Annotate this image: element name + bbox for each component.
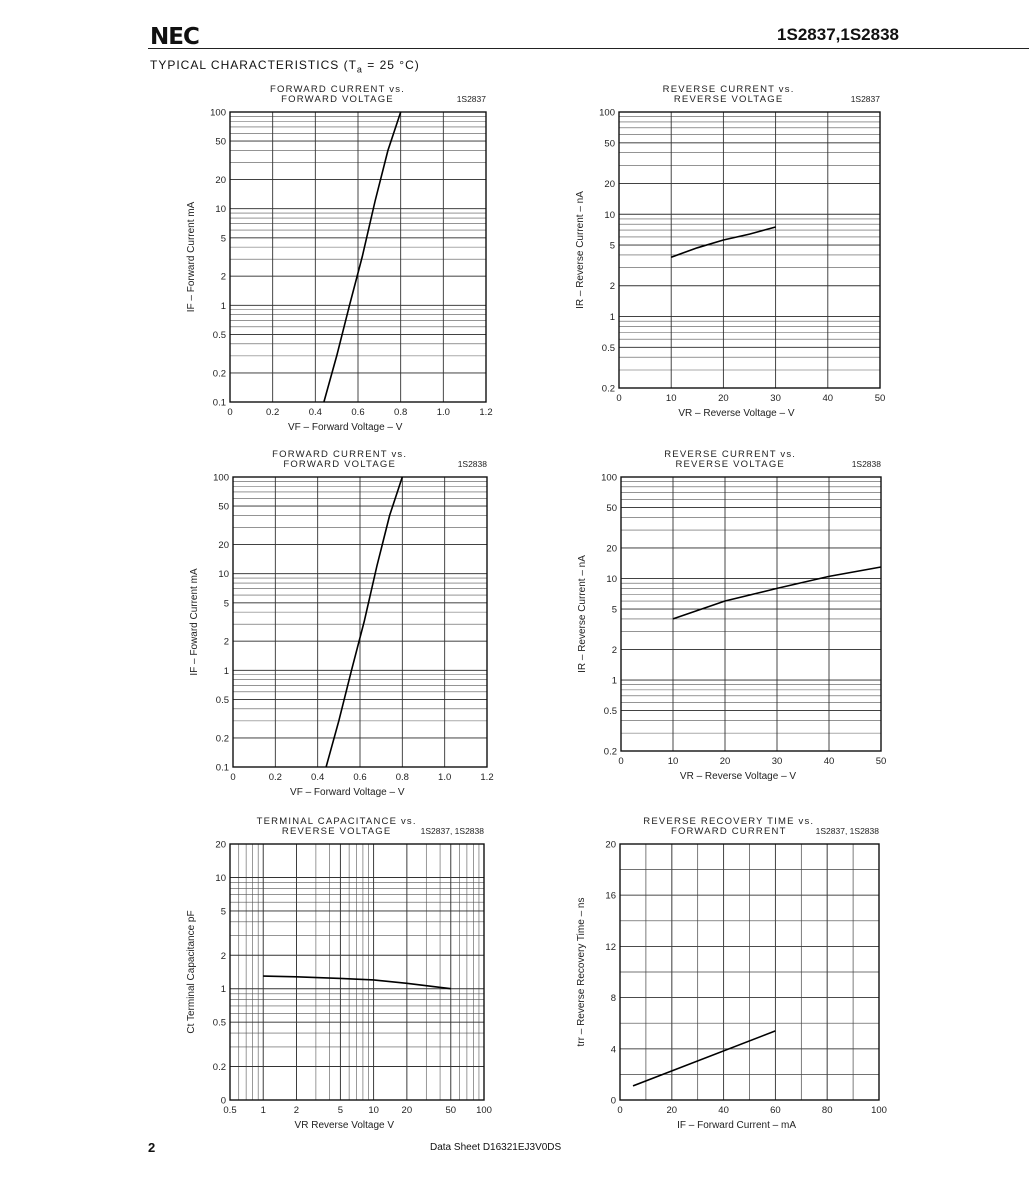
x-tick-label: 0.2	[268, 772, 282, 783]
chart-title: REVERSE VOLTAGE	[675, 459, 785, 470]
x-tick-label: 0.8	[394, 407, 408, 418]
y-tick-label: 10	[215, 872, 226, 884]
chart-title: REVERSE CURRENT vs.	[662, 84, 795, 95]
y-tick-label: 50	[215, 136, 226, 148]
y-tick-label: 1	[609, 312, 615, 324]
x-tick-label: 30	[771, 756, 783, 767]
chart-title: FORWARD CURRENT	[670, 826, 787, 837]
chart-title: FORWARD CURRENT vs.	[269, 84, 406, 95]
y-tick-label: 20	[604, 178, 615, 190]
y-axis-label: IR – Reverse Current – nA	[575, 191, 586, 309]
x-tick-label: 40	[718, 1105, 729, 1116]
y-tick-label: 2	[611, 644, 617, 656]
x-tick-label: 0.6	[351, 407, 365, 418]
x-tick-label: 0.4	[311, 772, 325, 783]
y-tick-label: 1	[611, 675, 617, 687]
x-tick-label: 10	[665, 393, 677, 404]
y-tick-label: 0.5	[601, 342, 615, 354]
chart-device-tag: 1S2837	[850, 94, 880, 104]
x-tick-label: 0	[617, 1105, 623, 1116]
x-tick-label: 50	[445, 1105, 457, 1116]
x-tick-label: 100	[476, 1105, 492, 1116]
chart-title: FORWARD CURRENT vs.	[272, 449, 408, 460]
x-tick-label: 1.0	[438, 772, 452, 783]
x-tick-label: 20	[666, 1105, 678, 1116]
y-tick-label: 100	[599, 107, 615, 119]
y-tick-label: 0.2	[603, 746, 617, 758]
y-tick-label: 0.5	[212, 329, 226, 341]
chart-c1	[186, 84, 493, 433]
y-tick-label: 50	[604, 138, 615, 150]
x-axis-label: VR – Reverse Voltage – V	[678, 408, 795, 419]
y-tick-label: 100	[213, 472, 229, 484]
y-tick-label: 5	[220, 233, 226, 245]
x-tick-label: 0	[227, 407, 233, 418]
x-tick-label: 1	[260, 1105, 266, 1116]
chart-title: FORWARD VOLTAGE	[283, 459, 397, 470]
series-line-trr	[633, 1031, 775, 1086]
y-tick-label: 20	[605, 839, 616, 851]
chart-c6	[576, 816, 887, 1131]
y-tick-label: 20	[218, 540, 229, 552]
x-tick-label: 5	[337, 1105, 344, 1116]
chart-device-tag: 1S2837, 1S2838	[420, 826, 484, 836]
x-tick-label: 10	[667, 756, 679, 767]
x-axis-label: VR – Reverse Voltage – V	[679, 771, 797, 782]
chart-device-tag: 1S2838	[457, 459, 487, 469]
chart-device-tag: 1S2837	[456, 94, 486, 104]
chart-title: REVERSE CURRENT vs.	[664, 449, 797, 460]
series-line-if	[326, 477, 402, 767]
document-id: Data Sheet D16321EJ3V0DS	[430, 1142, 562, 1153]
page-number: 2	[148, 1140, 156, 1155]
y-tick-label: 10	[606, 574, 617, 586]
y-tick-label: 50	[606, 503, 617, 515]
y-tick-label: 0.5	[212, 1017, 226, 1029]
model-number: 1S2837,1S2838	[777, 25, 899, 44]
x-tick-label: 1.2	[480, 772, 494, 783]
nec-logo: NEC	[150, 24, 199, 50]
x-tick-label: 40	[822, 393, 834, 404]
x-tick-label: 0	[230, 772, 236, 783]
chart-title: TERMINAL CAPACITANCE vs.	[256, 816, 417, 827]
y-tick-label: 16	[605, 890, 616, 902]
chart-title: REVERSE VOLTAGE	[281, 826, 392, 837]
y-tick-label: 50	[218, 501, 229, 513]
y-tick-label: 10	[604, 209, 615, 221]
y-tick-label: 20	[215, 175, 226, 187]
x-tick-label: 20	[719, 756, 731, 767]
section-title: TYPICAL CHARACTERISTICS ($T_a = 25$ °C)	[150, 58, 420, 75]
y-tick-label: 2	[220, 950, 226, 962]
x-tick-label: 0	[618, 756, 624, 767]
y-tick-label: 0.1	[215, 762, 229, 774]
plot-frame	[621, 477, 881, 751]
x-tick-label: 0.5	[223, 1105, 237, 1116]
x-tick-label: 60	[770, 1105, 781, 1116]
x-axis-label: IF – Forward Current – mA	[677, 1120, 797, 1131]
y-tick-label: 5	[609, 240, 615, 252]
plot-frame	[619, 112, 880, 388]
y-tick-label: 10	[215, 204, 226, 216]
x-tick-label: 30	[770, 393, 781, 404]
y-tick-label: 2	[223, 636, 229, 648]
chart-title: REVERSE VOLTAGE	[673, 94, 784, 105]
series-line-if	[324, 112, 401, 402]
y-axis-label: trr – Reverse Recovery Time – ns	[576, 897, 587, 1047]
y-tick-label: 5	[220, 906, 226, 918]
x-tick-label: 50	[874, 393, 886, 404]
x-axis-label: VF – Forward Voltage – V	[290, 787, 405, 798]
y-tick-label: 8	[610, 993, 616, 1005]
chart-c4	[577, 449, 886, 782]
y-tick-label: 0.2	[601, 383, 615, 395]
y-tick-label: 0.1	[212, 397, 226, 409]
x-tick-label: 0.4	[308, 407, 322, 418]
x-tick-label: 2	[293, 1105, 300, 1116]
x-tick-label: 0.2	[266, 407, 280, 418]
x-tick-label: 0.6	[353, 772, 367, 783]
y-tick-label: 1	[220, 984, 226, 996]
y-tick-label: 12	[605, 941, 616, 953]
y-tick-label: 0	[610, 1095, 616, 1107]
x-axis-label: VR Reverse Voltage V	[294, 1120, 395, 1131]
y-tick-label: 2	[609, 281, 615, 293]
chart-device-tag: 1S2838	[851, 459, 881, 469]
chart-title: FORWARD VOLTAGE	[281, 94, 394, 105]
y-tick-label: 0.2	[212, 1062, 226, 1074]
y-axis-label: IR – Reverse Current – nA	[577, 555, 588, 673]
y-axis-label: IF – Foward Current mA	[189, 568, 200, 676]
chart-device-tag: 1S2837, 1S2838	[815, 826, 879, 836]
y-tick-label: 20	[215, 839, 226, 851]
x-tick-label: 10	[368, 1105, 379, 1116]
x-tick-label: 100	[871, 1105, 887, 1116]
series-line-ct	[263, 976, 451, 989]
y-tick-label: 0	[220, 1095, 226, 1107]
y-tick-label: 0.2	[215, 733, 229, 745]
chart-c3	[189, 449, 494, 798]
y-tick-label: 2	[220, 271, 226, 283]
y-tick-label: 0.5	[603, 706, 617, 718]
chart-c2	[575, 84, 885, 419]
x-tick-label: 50	[875, 756, 887, 767]
y-tick-label: 0.2	[212, 368, 226, 380]
chart-c5	[186, 816, 492, 1131]
y-tick-label: 100	[210, 107, 226, 119]
x-tick-label: 40	[823, 756, 835, 767]
y-tick-label: 0.5	[215, 694, 229, 706]
y-tick-label: 5	[223, 598, 229, 610]
y-tick-label: 20	[606, 543, 617, 555]
x-tick-label: 80	[821, 1105, 833, 1116]
y-axis-label: Ct Terminal Capacitance pF	[186, 910, 197, 1034]
y-tick-label: 1	[223, 665, 229, 677]
x-tick-label: 0	[616, 393, 622, 404]
x-axis-label: VF – Forward Voltage – V	[287, 422, 403, 433]
y-tick-label: 100	[601, 472, 617, 484]
y-tick-label: 10	[218, 569, 229, 581]
y-tick-label: 1	[220, 300, 226, 312]
x-tick-label: 0.8	[395, 772, 409, 783]
x-tick-label: 20	[718, 393, 729, 404]
y-tick-label: 5	[611, 604, 617, 616]
chart-title: REVERSE RECOVERY TIME vs.	[643, 816, 815, 827]
y-axis-label: IF – Forward Current mA	[186, 201, 197, 313]
x-tick-label: 20	[401, 1105, 413, 1116]
x-tick-label: 1.2	[479, 407, 493, 418]
x-tick-label: 1.0	[436, 407, 450, 418]
y-tick-label: 4	[610, 1044, 616, 1056]
